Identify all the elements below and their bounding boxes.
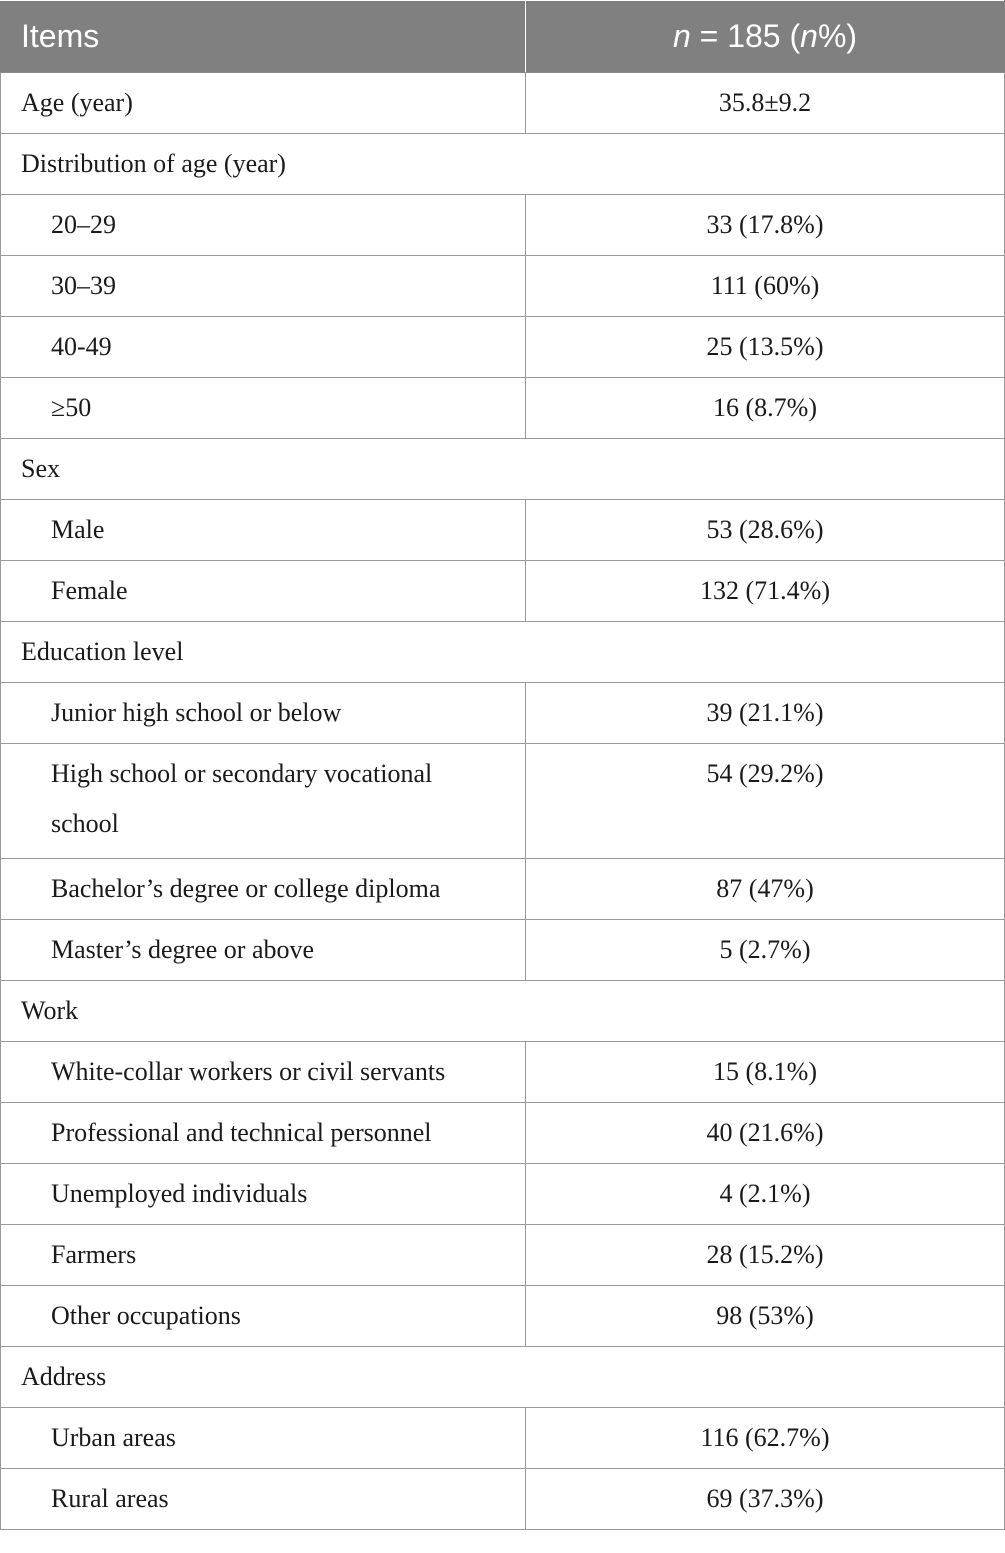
table-row xyxy=(1,317,1005,378)
row-value: 16 (8.7%) xyxy=(526,378,1005,439)
row-value: 39 (21.1%) xyxy=(526,683,1005,744)
row-value: 25 (13.5%) xyxy=(526,317,1005,378)
table-row xyxy=(1,73,1005,134)
row-label: Male xyxy=(1,500,526,561)
row-label: Female xyxy=(1,561,526,622)
table-row xyxy=(1,1469,1005,1530)
table-row xyxy=(1,1408,1005,1469)
row-label: Master’s degree or above xyxy=(1,920,526,981)
section-row xyxy=(1,981,1005,1042)
row-label: Bachelor’s degree or college diploma xyxy=(1,859,526,920)
row-value: 40 (21.6%) xyxy=(526,1103,1005,1164)
row-value: 5 (2.7%) xyxy=(526,920,1005,981)
table-row xyxy=(1,744,1005,859)
row-value: 53 (28.6%) xyxy=(526,500,1005,561)
row-label: Urban areas xyxy=(1,1408,526,1469)
row-label: White-collar workers or civil servants xyxy=(1,1042,526,1103)
row-value: 35.8±9.2 xyxy=(526,73,1005,134)
row-label: Farmers xyxy=(1,1225,526,1286)
section-label: Sex xyxy=(1,439,1005,500)
row-label: Junior high school or below xyxy=(1,683,526,744)
table-row xyxy=(1,920,1005,981)
table-row xyxy=(1,378,1005,439)
row-value: 87 (47%) xyxy=(526,859,1005,920)
row-label: Unemployed individuals xyxy=(1,1164,526,1225)
table-row xyxy=(1,859,1005,920)
row-value: 54 (29.2%) xyxy=(526,744,1005,859)
section-row xyxy=(1,134,1005,195)
row-value: 15 (8.1%) xyxy=(526,1042,1005,1103)
table-row xyxy=(1,683,1005,744)
row-label: ≥50 xyxy=(1,378,526,439)
row-value: 111 (60%) xyxy=(526,256,1005,317)
table-row xyxy=(1,195,1005,256)
row-label: High school or secondary vocational school xyxy=(1,744,526,859)
table-row xyxy=(1,561,1005,622)
section-label: Distribution of age (year) xyxy=(1,134,1005,195)
section-row xyxy=(1,622,1005,683)
section-row xyxy=(1,439,1005,500)
row-value: 69 (37.3%) xyxy=(526,1469,1005,1530)
section-label: Address xyxy=(1,1347,1005,1408)
header-items: Items xyxy=(1,1,526,73)
section-row xyxy=(1,1347,1005,1408)
row-value: 33 (17.8%) xyxy=(526,195,1005,256)
table-row xyxy=(1,1103,1005,1164)
header-sample-size: n = 185 (n%) xyxy=(526,1,1005,73)
section-label: Education level xyxy=(1,622,1005,683)
table-row xyxy=(1,1164,1005,1225)
table-row xyxy=(1,1225,1005,1286)
row-label: Age (year) xyxy=(1,73,526,134)
row-value: 4 (2.1%) xyxy=(526,1164,1005,1225)
row-value: 116 (62.7%) xyxy=(526,1408,1005,1469)
row-label: Other occupations xyxy=(1,1286,526,1347)
row-value: 132 (71.4%) xyxy=(526,561,1005,622)
header-row xyxy=(1,1,1005,73)
row-label: 40-49 xyxy=(1,317,526,378)
table-row xyxy=(1,256,1005,317)
section-label: Work xyxy=(1,981,1005,1042)
row-label: 30–39 xyxy=(1,256,526,317)
row-value: 98 (53%) xyxy=(526,1286,1005,1347)
row-label: 20–29 xyxy=(1,195,526,256)
table-row xyxy=(1,500,1005,561)
row-value: 28 (15.2%) xyxy=(526,1225,1005,1286)
table-row xyxy=(1,1042,1005,1103)
row-label: Rural areas xyxy=(1,1469,526,1530)
row-label: Professional and technical personnel xyxy=(1,1103,526,1164)
table-row xyxy=(1,1286,1005,1347)
